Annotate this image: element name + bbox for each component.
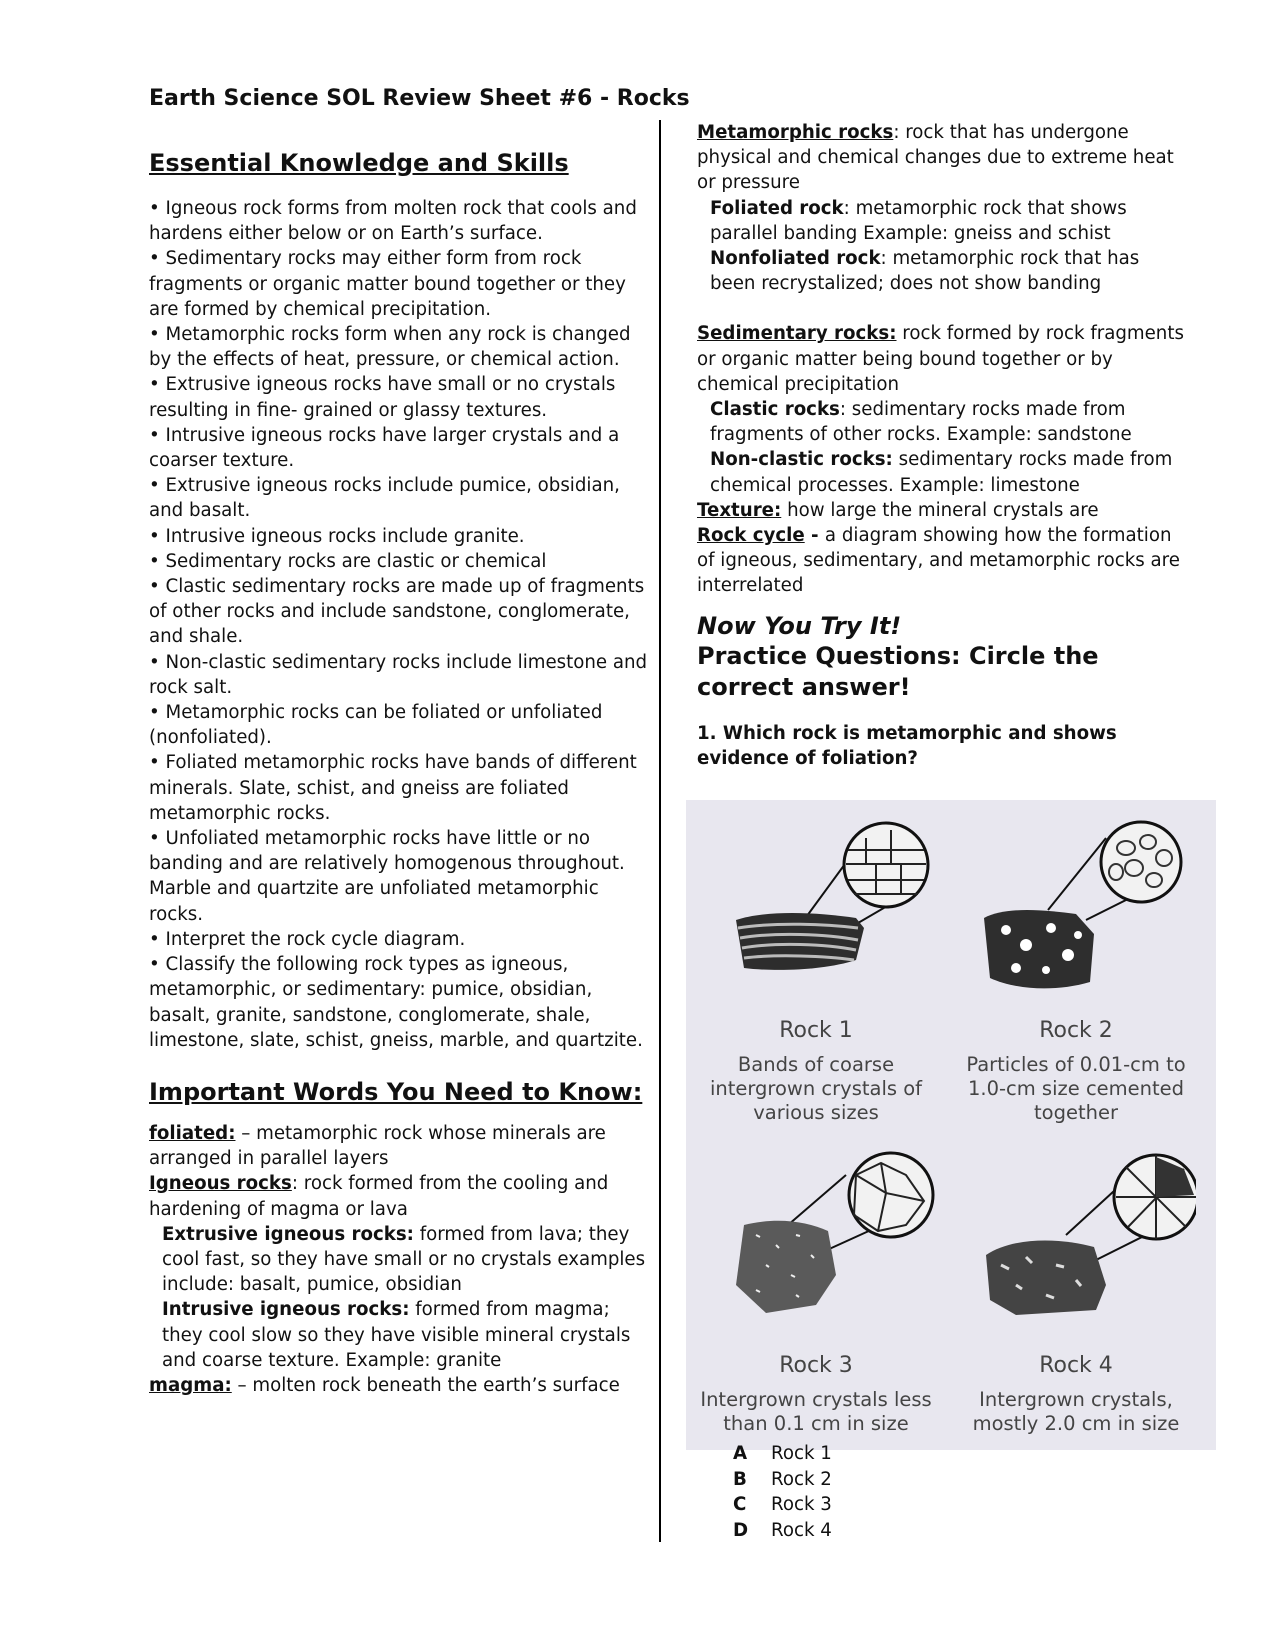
choice-b[interactable] [733,1467,832,1493]
try-it-heading: Now You Try It! [697,611,902,640]
bullet-item: • Clastic sedimentary rocks are made up of fragments of other rocks and include sandstone, conglomerate, and shale. [149,574,649,650]
def-extrusive: formed from lava; they cool fast, so they have small or no crystals examples include: basalt, pumice, obsidian [162,1223,646,1296]
definition-igneous [149,1171,649,1221]
rock-4-panel [956,1135,1196,1436]
rock-2-name: Rock 2 [1039,1018,1113,1043]
bullet-item: • Metamorphic rocks can be foliated or unfoliated (nonfoliated). [149,700,649,750]
def-rock-cycle: a diagram showing how the formation of igneous, sedimentary, and metamorphic rocks are interrelated [697,525,1180,597]
bullet-item: • Sedimentary rocks are clastic or chemical [149,549,649,574]
term-igneous: Igneous rocks [149,1173,292,1195]
rock-4-name: Rock 4 [1039,1353,1113,1378]
def-foliated-rock: : metamorphic rock that shows parallel banding Example: gneiss and schist [710,197,1127,244]
words-heading: Important Words You Need to Know: [149,1077,643,1106]
bullet-item: • Intrusive igneous rocks have larger crystals and a coarser texture. [149,423,649,473]
essential-bullets [149,196,649,1053]
bullet-item: • Igneous rock forms from molten rock that cools and hardens either below or on Earth’s surface. [149,196,649,246]
bullet-item: • Foliated metamorphic rocks have bands of different minerals. Slate, schist, and gneiss are foliated metamorphic rocks. [149,750,649,826]
bullet-item: • Metamorphic rocks form when any rock is changed by the effects of heat, pressure, or chemical action. [149,322,649,372]
choice-text: Rock 4 [771,1519,832,1541]
bullet-item: • Sedimentary rocks may either form from rock fragments or organic matter bound together or they are formed by chemical precipitation. [149,246,649,322]
def-igneous: : rock formed from the cooling and hardening of magma or lava [149,1173,609,1220]
right-column [697,120,1187,771]
term-foliated: foliated: [149,1122,236,1144]
rock-3-panel [696,1135,936,1436]
choice-text: Rock 1 [771,1443,832,1464]
bullet-item: • Extrusive igneous rocks have small or no crystals resulting in fine- grained or glassy textures. [149,372,649,422]
rock-2-desc: Particles of 0.01-cm to 1.0-cm size cemented together [966,1053,1186,1124]
term-clastic: Clastic rocks [710,399,840,421]
rock-1-panel [696,810,936,1125]
choice-letter: B [733,1468,747,1490]
def-clastic: : sedimentary rocks made from fragments of other rocks. Example: sandstone [710,399,1132,446]
choice-text: Rock 2 [771,1468,832,1490]
def-nonclastic: sedimentary rocks made from chemical processes. Example: limestone [710,449,1173,496]
def-foliated: – metamorphic rock whose minerals are arranged in parallel layers [149,1122,606,1170]
answer-choices [733,1441,832,1543]
choice-letter: D [733,1519,749,1541]
def-texture: how large the mineral crystals are [781,499,1099,521]
choice-c[interactable] [733,1492,832,1518]
term-extrusive: Extrusive igneous rocks: [162,1223,414,1245]
fine-crystal-rock-illustration [696,1135,936,1345]
definition-sedimentary [697,321,1187,397]
bullet-item: • Interpret the rock cycle diagram. [149,927,649,952]
definition-texture [697,498,1187,523]
rock-1-desc: Bands of coarse intergrown crystals of various sizes [709,1053,923,1124]
choice-d[interactable] [733,1518,832,1544]
bullet-item: • Non-clastic sedimentary rocks include limestone and rock salt. [149,650,649,700]
bullet-item: • Unfoliated metamorphic rocks have little or no banding and are relatively homogenous throughout. Marble and quartzite are unfoliated metamorphic rocks. [149,826,649,927]
term-rock-cycle: Rock cycle [697,525,805,547]
rock-1-name: Rock 1 [779,1018,853,1043]
def-intrusive: formed from magma; they cool slow so they have visible mineral crystals and coarse texture. Example: granite [162,1299,631,1371]
rock-3-desc: Intergrown crystals less than 0.1 cm in size [700,1388,932,1435]
definition-nonclastic [697,447,1187,497]
term-sedimentary: Sedimentary rocks: [697,323,897,345]
term-intrusive: Intrusive igneous rocks: [162,1299,410,1321]
term-nonfoliated: Nonfoliated rock [710,248,881,270]
definition-extrusive [149,1222,649,1298]
term-magma: magma: [149,1374,232,1396]
rock-3-name: Rock 3 [779,1353,853,1378]
rock-4-desc: Intergrown crystals, mostly 2.0 cm in size [972,1388,1180,1435]
choice-letter: A [733,1443,748,1464]
column-divider [659,120,661,1542]
bullet-item: • Intrusive igneous rocks include granite. [149,524,649,549]
spacer [697,296,1187,321]
definition-magma [149,1373,649,1398]
choice-letter: C [733,1494,747,1515]
essential-heading: Essential Knowledge and Skills [149,149,569,177]
question-1: 1. Which rock is metamorphic and shows evidence of foliation? [697,722,1117,769]
rock-figure [686,800,1216,1450]
definition-intrusive [149,1297,649,1373]
page-title: Earth Science SOL Review Sheet #6 - Rocks [149,86,690,111]
term-foliated-rock: Foliated rock [710,197,844,219]
term-nonclastic: Non-clastic rocks: [710,449,893,471]
left-column [149,148,649,1398]
rock-2-panel [956,810,1196,1125]
banded-rock-illustration [696,810,936,1010]
definition-rock-cycle [697,523,1187,599]
bullet-item: • Extrusive igneous rocks include pumice, obsidian, and basalt. [149,473,649,523]
choice-text: Rock 3 [771,1494,832,1515]
def-magma: – molten rock beneath the earth’s surface [231,1374,620,1396]
def-metamorphic: : rock that has undergone physical and chemical changes due to extreme heat or pressure [697,122,1174,194]
rock-cycle-dash: - [804,525,825,547]
choice-a[interactable] [733,1441,832,1467]
def-sedimentary: rock formed by rock fragments or organic matter being bound together or by chemical precipitation [697,323,1184,395]
definition-metamorphic [697,120,1187,196]
term-texture: Texture: [697,499,782,521]
definition-foliated [149,1121,649,1171]
bullet-item: • Classify the following rock types as igneous, metamorphic, or sedimentary: pumice, obsidian, basalt, granite, sandstone, conglomerate, shale, limestone, slate, schist, gneiss, marble, and quartzite. [149,952,649,1053]
term-metamorphic: Metamorphic rocks [697,122,894,143]
definition-nonfoliated [697,246,1187,296]
def-nonfoliated: : metamorphic rock that has been recrystalized; does not show banding [710,248,1140,295]
definition-foliated-rock [697,196,1187,246]
coarse-crystal-rock-illustration [956,1135,1196,1345]
conglomerate-rock-illustration [956,810,1196,1010]
definition-clastic [697,397,1187,447]
practice-heading: Practice Questions: Circle the correct answer! [697,641,1099,701]
